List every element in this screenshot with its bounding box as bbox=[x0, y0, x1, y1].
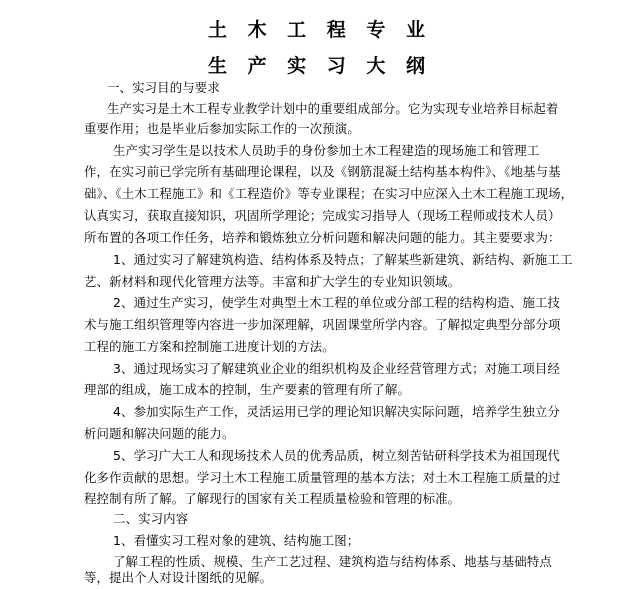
list-item-line: 5、学习广大工人和现场技术人员的优秀品质，树立刻苦钻研科学技术为祖国现代 bbox=[113, 448, 560, 463]
list-item-line: 化多作贡献的思想。学习土木工程施工质量管理的基本方法；对土木工程施工质量的过 bbox=[84, 470, 561, 485]
paragraph-line: 作，在实习前已学完所有基础理论课程，以及《钢筋混凝土结构基本构件》、《地基与基 bbox=[84, 164, 561, 179]
list-item-line: 理部的组成，施工成本的控制，生产要素的管理有所了解。 bbox=[84, 382, 411, 397]
list-item-line: 艺、新材料和现代化管理方法等。丰富和扩大学生的专业知识领域。 bbox=[84, 274, 461, 289]
paragraph-line: 等，提出个人对设计图纸的见解。 bbox=[84, 570, 273, 585]
list-item-line: 3、通过现场实习了解建筑业企业的组织机构及企业经营管理方式；对施工项目经 bbox=[113, 361, 560, 376]
list-item-line: 程控制有所了解。了解现行的国家有关工程质量检验和管理的标准。 bbox=[84, 491, 461, 506]
paragraph-line: 础》、《土木工程施工》和《工程造价》等专业课程；在实习中应深入土木工程施工现场， bbox=[84, 186, 574, 201]
paragraph-line: 生产实习是土木工程专业教学计划中的重要组成部分。它为实现专业培养目标起着 bbox=[107, 101, 559, 116]
paragraph-line: 所布置的各项工作任务，培养和锻炼独立分析问题和解决问题的能力。其主要要求为： bbox=[84, 230, 561, 245]
section-heading-objectives: 一、实习目的与要求 bbox=[107, 80, 220, 95]
document-title-outline: 生 产 实 习 大 纲 bbox=[207, 55, 433, 77]
section-heading-content: 二、实习内容 bbox=[113, 511, 189, 526]
list-item-line: 4、参加实际生产工作，灵活运用已学的理论知识解决实际问题，培养学生独立分 bbox=[113, 404, 560, 419]
paragraph-line: 生产实习学生是以技术人员助手的身份参加土木工程建造的现场施工和管理工 bbox=[113, 143, 540, 158]
list-item-line: 2、通过生产实习，使学生对典型土木工程的单位或分部工程的结构构造、施工技 bbox=[113, 295, 560, 310]
list-item-line: 术与施工组织管理等内容进一步加深理解，巩固课堂所学内容。了解拟定典型分部分项 bbox=[84, 317, 561, 332]
list-item-line: 工程的施工方案和控制施工进度计划的方法。 bbox=[84, 339, 335, 354]
list-item-line: 析问题和解决问题的能力。 bbox=[84, 426, 235, 441]
paragraph-line: 重要作用；也是毕业后参加实际工作的一次预演。 bbox=[84, 121, 360, 136]
list-item-line: 1、通过实习了解建筑构造、结构体系及特点；了解某些新建筑、新结构、新施工工 bbox=[113, 252, 573, 267]
list-item-line: 1、看懂实习工程对象的建筑、结构施工图； bbox=[113, 533, 360, 548]
paragraph-line: 了解工程的性质、规模、生产工艺过程、建筑构造与结构体系、地基与基础特点 bbox=[113, 554, 552, 569]
document-title-major: 土 木 工 程 专 业 bbox=[207, 19, 433, 41]
paragraph-line: 认真实习，获取直接知识，巩固所学理论；完成实习指导人（现场工程师或技术人员） bbox=[84, 208, 561, 223]
